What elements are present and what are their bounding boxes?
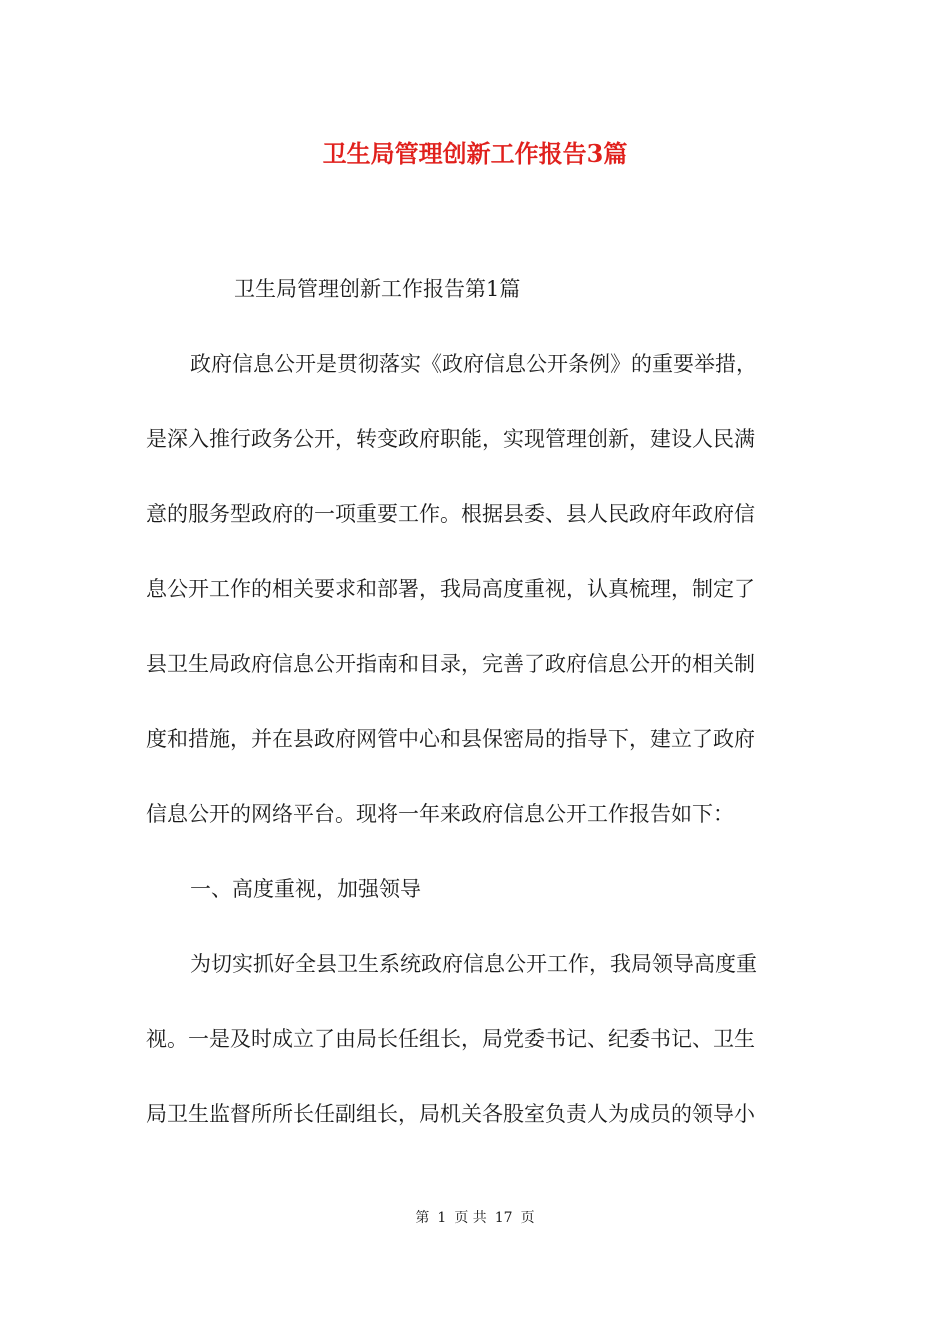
- paragraph-line: 息公开工作的相关要求和部署，我局高度重视，认真梳理，制定了: [146, 577, 755, 601]
- section-heading: 卫生局管理创新工作报告第1篇: [234, 277, 521, 301]
- paragraph-line: 为切实抓好全县卫生系统政府信息公开工作，我局领导高度重: [190, 952, 757, 976]
- paragraph-line: 是深入推行政务公开，转变政府职能，实现管理创新，建设人民满: [146, 427, 755, 451]
- page-footer: [0, 1206, 950, 1230]
- paragraph-line: 视。一是及时成立了由局长任组长，局党委书记、纪委书记、卫生: [146, 1027, 755, 1051]
- paragraph-line: 县卫生局政府信息公开指南和目录，完善了政府信息公开的相关制: [146, 652, 755, 676]
- footer-prefix: 第: [415, 1210, 430, 1226]
- paragraph-line: 信息公开的网络平台。现将一年来政府信息公开工作报告如下：: [146, 802, 734, 826]
- document-body: [146, 252, 806, 1152]
- footer-current-page: 1: [437, 1210, 447, 1226]
- document-title: 卫生局管理创新工作报告3篇: [322, 139, 628, 168]
- footer-middle: 页 共: [454, 1210, 487, 1226]
- footer-total-pages: 17: [494, 1210, 513, 1226]
- paragraph-line: 政府信息公开是贯彻落实《政府信息公开条例》的重要举措，: [190, 352, 757, 376]
- paragraph-line: 局卫生监督所所长任副组长，局机关各股室负责人为成员的领导小: [146, 1102, 755, 1126]
- subsection-heading: 一、高度重视，加强领导: [190, 877, 421, 901]
- paragraph-line: 意的服务型政府的一项重要工作。根据县委、县人民政府年政府信: [146, 502, 755, 526]
- footer-suffix: 页: [520, 1210, 535, 1226]
- paragraph-line: 度和措施，并在县政府网管中心和县保密局的指导下，建立了政府: [146, 727, 755, 751]
